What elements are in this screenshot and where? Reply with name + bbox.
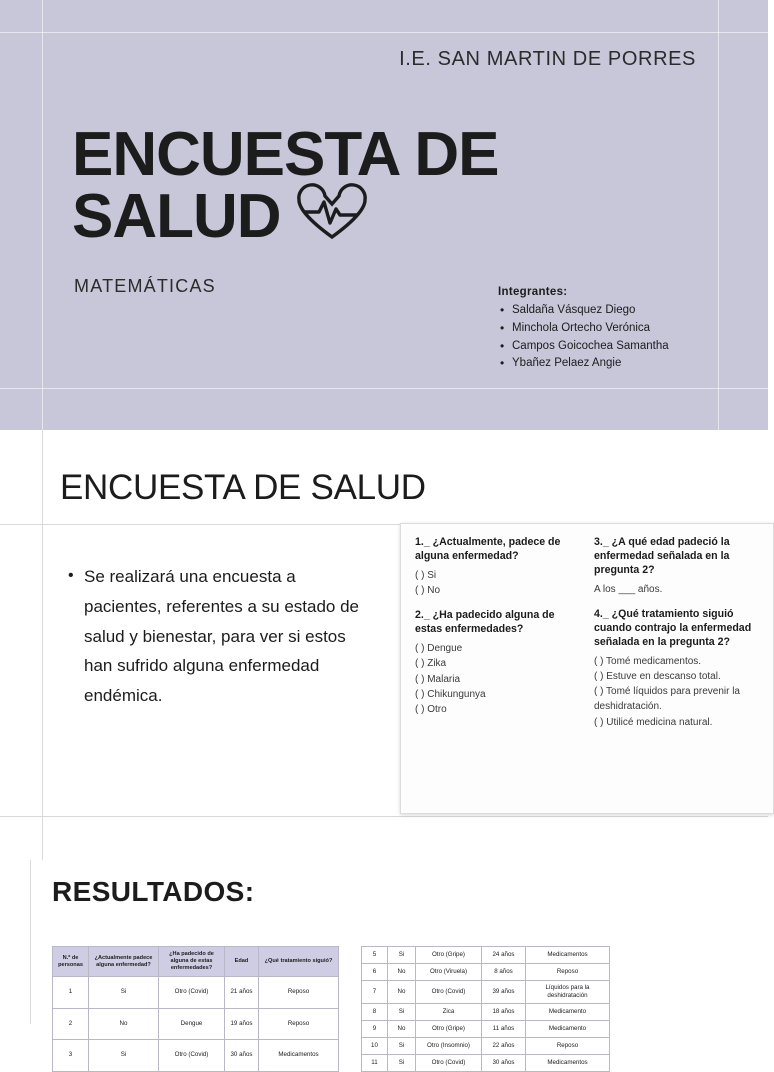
table-cell: 9 — [362, 1020, 388, 1037]
question-2-option[interactable]: ( ) Malaria — [415, 673, 461, 685]
question-1-option[interactable]: ( ) No — [415, 585, 440, 597]
list-item: • Ybañez Pelaez Angie — [498, 355, 669, 373]
list-item: • Saldaña Vásquez Diego — [498, 302, 669, 320]
question-1-title: 1._ ¿Actualmente, padece de alguna enfermedad? — [415, 536, 561, 562]
table-cell: 30 años — [482, 1054, 526, 1071]
survey-column-left — [415, 536, 580, 741]
heart-pulse-icon — [295, 185, 369, 251]
table-cell: No — [388, 1020, 416, 1037]
table-cell: Medicamento — [526, 1003, 610, 1020]
question-4-option[interactable]: ( ) Tomé líquidos para prevenir la deshidratación. — [594, 686, 740, 713]
table-cell: Dengue — [159, 1008, 225, 1040]
table-cell: No — [388, 981, 416, 1004]
table-cell: Reposo — [526, 964, 610, 981]
table-row — [53, 1040, 339, 1072]
results-title: RESULTADOS: — [52, 876, 255, 907]
table-cell: 11 años — [482, 1020, 526, 1037]
table-cell: 10 — [362, 1037, 388, 1054]
table-cell: Otro (Insomnio) — [416, 1037, 482, 1054]
question-2 — [415, 609, 580, 717]
table-cell: Si — [388, 1037, 416, 1054]
column-header: Edad — [225, 947, 259, 977]
table-cell: Si — [388, 1054, 416, 1071]
table-cell: 8 — [362, 1003, 388, 1020]
table-header-row — [53, 947, 339, 977]
question-4-option[interactable]: ( ) Estuve en descanso total. — [594, 671, 721, 682]
table-cell: Medicamento — [526, 1020, 610, 1037]
results-table-right — [361, 946, 610, 1072]
page-title: ENCUESTA DE SALUD — [60, 468, 426, 507]
table-cell: 8 años — [482, 964, 526, 981]
table-cell: Otro (Covid) — [159, 1040, 225, 1072]
table-row — [53, 1008, 339, 1040]
table-cell: Reposo — [259, 1008, 339, 1040]
table-cell: 7 — [362, 981, 388, 1004]
column-header: ¿Ha padecido de alguna de estas enfermedades? — [159, 947, 225, 977]
table-cell: 39 años — [482, 981, 526, 1004]
cover-slide — [0, 0, 768, 430]
table-cell: No — [89, 1008, 159, 1040]
column-header: N.º de personas — [53, 947, 89, 977]
question-2-option[interactable]: ( ) Zika — [415, 658, 447, 670]
question-3-title: 3._ ¿A qué edad padeció la enfermedad señalada en la pregunta 2? — [594, 536, 730, 576]
guide-line-vertical — [42, 430, 43, 860]
table-cell: 2 — [53, 1008, 89, 1040]
table-row — [362, 1037, 610, 1054]
question-4-title: 4._ ¿Qué tratamiento siguió cuando contrajo la enfermedad señalada en la pregunta 2? — [594, 607, 752, 648]
table-cell: Medicamentos — [259, 1040, 339, 1072]
guide-line-horizontal-top — [0, 32, 768, 33]
table-row — [362, 947, 610, 964]
cover-subject: MATEMÁTICAS — [74, 276, 216, 296]
list-item: • Campos Goicochea Samantha — [498, 338, 669, 356]
question-2-title: 2._ ¿Ha padecido alguna de estas enfermedades? — [415, 609, 555, 636]
question-4 — [594, 608, 759, 730]
column-header: ¿Actualmente padece alguna enfermedad? — [89, 947, 159, 977]
column-header: ¿Qué tratamiento siguió? — [259, 947, 339, 977]
table-cell: Líquidos para la deshidratación — [526, 981, 610, 1004]
guide-line-vertical — [30, 860, 31, 1024]
guide-line-vertical-left — [42, 0, 43, 430]
table-cell: Otro (Gripe) — [416, 1020, 482, 1037]
school-name: I.E. SAN MARTIN DE PORRES — [399, 48, 696, 70]
table-cell: 21 años — [225, 977, 259, 1009]
table-cell: Reposo — [259, 977, 339, 1009]
table-cell: Si — [388, 1003, 416, 1020]
survey-column-right — [594, 536, 759, 741]
guide-line-vertical-right — [718, 0, 719, 430]
table-cell: 11 — [362, 1054, 388, 1071]
table-cell: Si — [89, 977, 159, 1009]
question-2-option[interactable]: ( ) Dengue — [415, 643, 463, 655]
survey-description: • Se realizará una encuesta a pacientes, referentes a su estado de salud y bienestar, para ver si estos han sufrido alguna enfermedad endémica. — [68, 562, 368, 711]
question-2-option[interactable]: ( ) Chikungunya — [415, 688, 486, 700]
guide-line-horizontal-bottom — [0, 388, 768, 389]
results-slide — [0, 860, 768, 1066]
table-cell: 3 — [53, 1040, 89, 1072]
table-cell: 1 — [53, 977, 89, 1009]
table-cell: 19 años — [225, 1008, 259, 1040]
table-cell: 5 — [362, 947, 388, 964]
table-cell: Medicamentos — [526, 1054, 610, 1071]
table-row — [362, 964, 610, 981]
guide-line-horizontal-bottom — [0, 816, 768, 817]
table-cell: 6 — [362, 964, 388, 981]
members-list — [498, 302, 669, 373]
members-header: Integrantes: — [498, 286, 568, 298]
question-4-option[interactable]: ( ) Utilicé medicina natural. — [594, 716, 713, 728]
question-4-option[interactable]: ( ) Tomé medicamentos. — [594, 655, 702, 667]
table-cell: 30 años — [225, 1040, 259, 1072]
table-cell: Zica — [416, 1003, 482, 1020]
question-3-answer-line[interactable]: A los ___ años. — [594, 583, 663, 595]
table-cell: 22 años — [482, 1037, 526, 1054]
question-1 — [415, 536, 580, 598]
table-cell: 18 años — [482, 1003, 526, 1020]
table-cell: Medicamentos — [526, 947, 610, 964]
question-3 — [594, 536, 759, 597]
members-block — [498, 286, 669, 373]
results-table-left — [52, 946, 339, 1072]
question-2-option[interactable]: ( ) Otro — [415, 704, 447, 715]
table-cell: Si — [388, 947, 416, 964]
table-cell: Si — [89, 1040, 159, 1072]
table-row — [362, 1054, 610, 1071]
table-cell: Reposo — [526, 1037, 610, 1054]
cover-title-line2: SALUD — [72, 182, 281, 252]
table-cell: Otro (Gripe) — [416, 947, 482, 964]
table-row — [362, 981, 610, 1004]
survey-form-card — [400, 523, 774, 814]
table-cell: No — [388, 964, 416, 981]
table-cell: 24 años — [482, 947, 526, 964]
table-cell: Otro (Viruela) — [416, 964, 482, 981]
cover-title — [72, 120, 692, 257]
question-1-option[interactable]: ( ) Si — [415, 569, 437, 581]
list-item: • Minchola Ortecho Verónica — [498, 320, 669, 338]
table-row — [53, 977, 339, 1009]
table-row — [362, 1020, 610, 1037]
table-cell: Otro (Covid) — [159, 977, 225, 1009]
table-row — [362, 1003, 610, 1020]
cover-title-line1: ENCUESTA DE — [72, 120, 499, 189]
table-cell: Otro (Covid) — [416, 981, 482, 1004]
table-cell: Otro (Covid) — [416, 1054, 482, 1071]
